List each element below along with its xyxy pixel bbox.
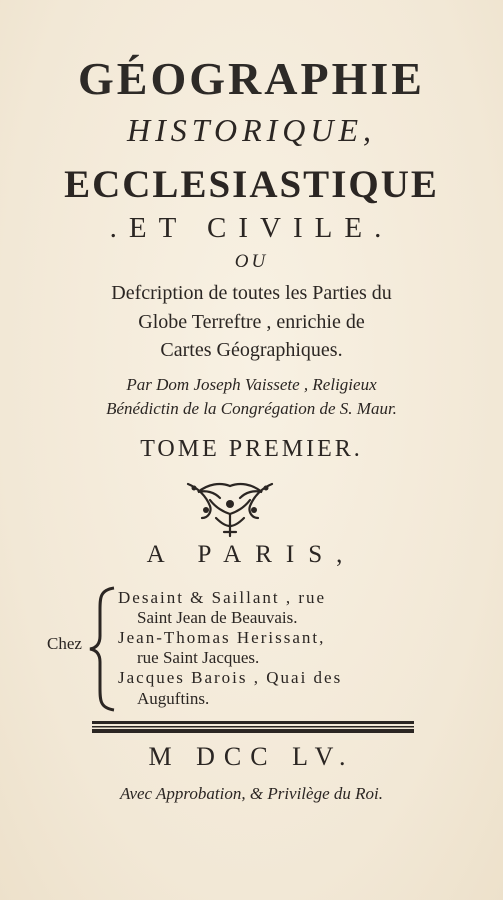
publisher-herissant-line: Jean-Thomas Herissant, (118, 628, 326, 647)
place-of-publication: A PARIS, (146, 541, 357, 568)
publisher-herissant-address: rue Saint Jacques. (137, 648, 260, 667)
description-line-2: Globe Terreftre , enrichie de (138, 311, 365, 333)
publisher-barois-line: Jacques Barois , Quai des (118, 668, 343, 687)
chez-label: Chez (47, 634, 82, 653)
left-brace (88, 586, 118, 712)
title-line-et-civile: .ET CIVILE. (109, 212, 394, 244)
title-line-historique: HISTORIQUE, (126, 112, 377, 148)
publisher-desaint-line: Desaint & Saillant , rue (118, 588, 327, 607)
author-line-2: Bénédictin de la Congrégation de S. Maur. (106, 399, 397, 418)
author-line-1: Par Dom Joseph Vaissete , Religieux (126, 375, 377, 394)
publisher-desaint-address: Saint Jean de Beauvais. (137, 608, 298, 627)
approbation-line: Avec Approbation, & Privilège du Roi. (120, 784, 383, 803)
title-ou: OU (234, 251, 269, 272)
description-line-1: Defcription de toutes les Parties du (111, 282, 392, 304)
publisher-barois-address: Auguftins. (137, 689, 210, 708)
publication-year: M DCC LV. (148, 742, 355, 771)
description-line-3: Cartes Géographiques. (160, 339, 343, 361)
volume-label: TOME PREMIER. (140, 436, 363, 462)
title-line-ecclesiastique: ECCLESIASTIQUE (64, 163, 439, 206)
double-rule-divider (92, 720, 414, 734)
title-line-geographie: GÉOGRAPHIE (78, 53, 425, 104)
fleuron-ornament-icon (180, 478, 280, 538)
